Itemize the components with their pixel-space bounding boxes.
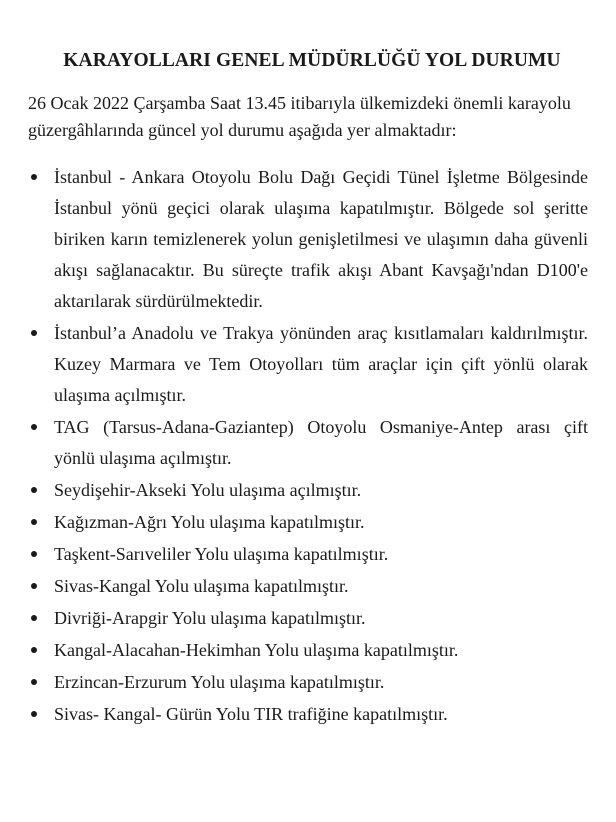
list-item-text: Sivas-Kangal Yolu ulaşıma kapatılmıştır. bbox=[54, 576, 349, 596]
list-item-text: Divriği-Arapgir Yolu ulaşıma kapatılmıştır. bbox=[54, 608, 366, 628]
list-item bbox=[0, 507, 588, 538]
list-item-text: Kağızman-Ağrı Yolu ulaşıma kapatılmıştır. bbox=[54, 512, 365, 532]
bullet-icon bbox=[31, 424, 37, 430]
bullet-icon bbox=[31, 487, 37, 493]
bullet-icon bbox=[31, 615, 37, 621]
list-item-text: Erzincan-Erzurum Yolu ulaşıma kapatılmıştır. bbox=[54, 672, 385, 692]
bullet-icon bbox=[31, 711, 37, 717]
bullet-icon bbox=[31, 679, 37, 685]
list-item-text: Seydişehir-Akseki Yolu ulaşıma açılmıştır. bbox=[54, 480, 362, 500]
list-item bbox=[0, 635, 588, 666]
bullet-icon bbox=[31, 647, 37, 653]
list-item bbox=[0, 318, 588, 411]
list-item bbox=[0, 571, 588, 602]
intro-paragraph: 26 Ocak 2022 Çarşamba Saat 13.45 itibarıyla ülkemizdeki önemli karayolu güzergâhlarında güncel yol durumu aşağıda yer almaktadır: bbox=[28, 93, 571, 140]
bullet-icon bbox=[31, 551, 37, 557]
list-item-text: TAG (Tarsus-Adana-Gaziantep) Otoyolu Osmaniye-Antep arası çift yönlü ulaşıma açılmıştır. bbox=[54, 417, 588, 468]
list-item-text: İstanbul’a Anadolu ve Trakya yönünden araç kısıtlamaları kaldırılmıştır. Kuzey Marmara ve Tem Otoyolları tüm araçlar için çift yönlü olarak ulaşıma açılmıştır. bbox=[54, 323, 588, 405]
list-item bbox=[0, 412, 588, 474]
list-item bbox=[0, 539, 588, 570]
bullet-icon bbox=[31, 330, 37, 336]
list-item bbox=[0, 667, 588, 698]
list-item-text: Taşkent-Sarıveliler Yolu ulaşıma kapatılmıştır. bbox=[54, 544, 389, 564]
list-item-text: Sivas- Kangal- Gürün Yolu TIR trafiğine kapatılmıştır. bbox=[54, 704, 448, 724]
bullet-icon bbox=[31, 583, 37, 589]
document-title: KARAYOLLARI GENEL MÜDÜRLÜĞÜ YOL DURUMU bbox=[63, 50, 561, 71]
list-item-text: İstanbul - Ankara Otoyolu Bolu Dağı Geçidi Tünel İşletme Bölgesinde İstanbul yönü geçici olarak ulaşıma kapatılmıştır. Bölgede sol şeritte biriken karın temizlenerek yolun genişletilmesi ve ulaşımın daha güvenli akışı sağlanacaktır. Bu süreçte trafik akışı Abant Kavşağı'ndan D100'e aktarılarak sürdürülmektedir. bbox=[54, 167, 588, 311]
list-item bbox=[0, 699, 588, 730]
list-item-text: Kangal-Alacahan-Hekimhan Yolu ulaşıma kapatılmıştır. bbox=[54, 640, 459, 660]
list-item bbox=[0, 603, 588, 634]
list-item bbox=[0, 162, 588, 317]
bullet-icon bbox=[31, 519, 37, 525]
road-status-list bbox=[0, 162, 616, 731]
list-item bbox=[0, 475, 588, 506]
bullet-icon bbox=[31, 174, 37, 180]
